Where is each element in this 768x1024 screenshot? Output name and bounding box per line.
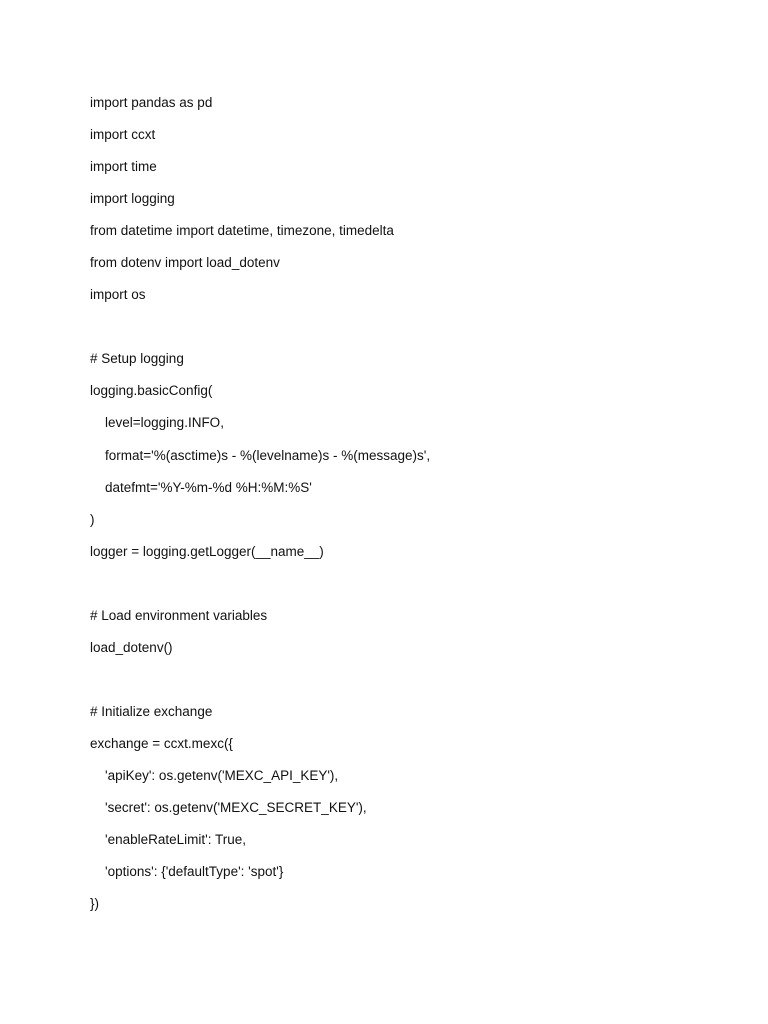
code-line: ) [90,511,95,527]
code-line: 'enableRateLimit': True, [90,832,246,848]
blank-line [90,317,690,349]
code-comment: # Setup logging [90,351,184,367]
code-line: exchange = ccxt.mexc({ [90,735,233,751]
code-line: from dotenv import load_dotenv [90,255,280,271]
code-line: import pandas as pd [90,95,213,110]
code-block [90,93,690,926]
code-line: from datetime import datetime, timezone, timedelta [90,223,394,239]
code-line: import logging [90,191,175,207]
code-line: logging.basicConfig( [90,383,213,399]
code-line: format='%(asctime)s - %(levelname)s - %(message)s', [90,447,431,463]
code-line: logger = logging.getLogger(__name__) [90,543,324,559]
code-line: import time [90,159,157,175]
code-comment: # Initialize exchange [90,703,213,719]
code-line: 'options': {'defaultType': 'spot'} [90,864,284,880]
code-line: }) [90,896,100,912]
code-line: import ccxt [90,127,156,143]
code-line: level=logging.INFO, [90,415,224,431]
code-line: load_dotenv() [90,639,173,655]
code-comment: # Load environment variables [90,607,268,623]
code-line: 'secret': os.getenv('MEXC_SECRET_KEY'), [90,800,367,816]
code-line: import os [90,287,146,303]
code-line: 'apiKey': os.getenv('MEXC_API_KEY'), [90,767,339,783]
code-line: datefmt='%Y-%m-%d %H:%M:%S' [90,479,312,495]
blank-line [90,670,690,702]
blank-line [90,574,690,606]
